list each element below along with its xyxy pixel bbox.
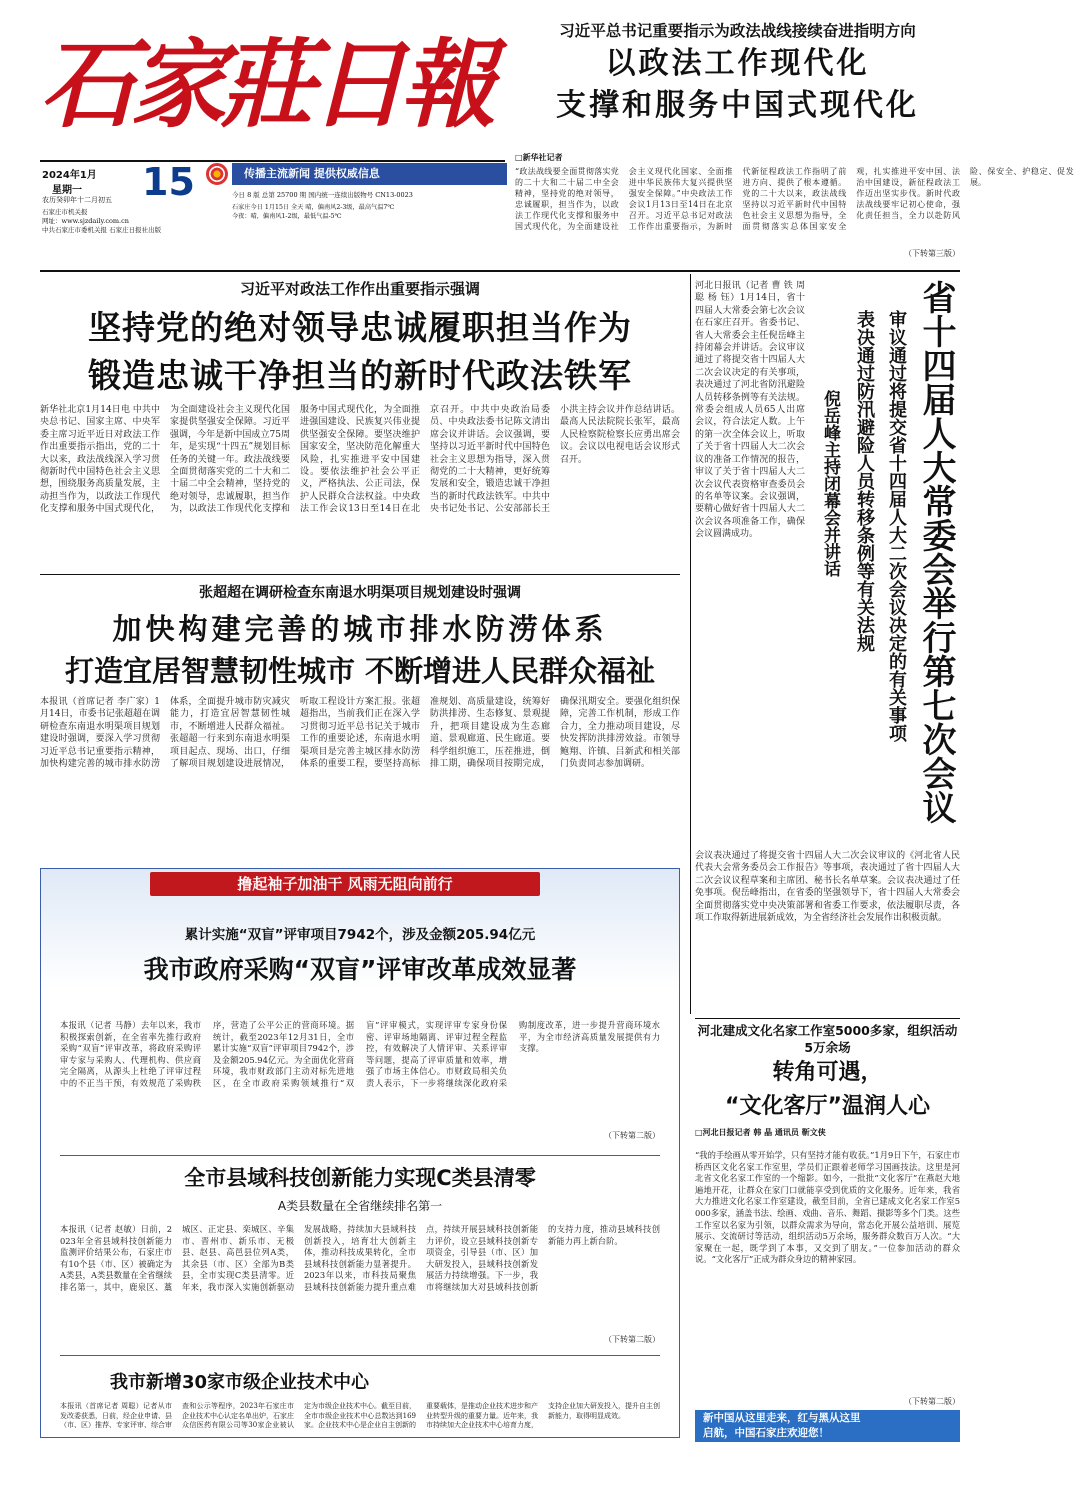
story7-subhead-2: 表决通过防汛避险人员转移条例等有关法规 (854, 310, 875, 652)
emblem-icon (206, 163, 228, 185)
story3-headline-2: 打造宜居智慧韧性城市 不断增进人民群众福祉 (64, 654, 656, 688)
story-tech-center (60, 1362, 660, 1434)
story5-body: 本报讯（记者 赵敏）日前，2023年全省县域科技创新能力监测评价结果公布，石家庄市有10个县（市、区）被确定为A类县，A类县数量在全省继续排名第一，其中，鹿泉区、藁城区、正定县、栾城区、辛集市、晋州市、新乐市、无极县、赵县、高邑县位列A类，其余县（市、区）全部为B类县，全市实现C类县清零。近年来，我市深入实施创新驱动发展战略，持续加大县域科技创新投入，培育壮大创新主体，推动科技成果转化，全市县域科技创新能力显著提升。2023年以来，市科技局聚焦县域科技创新能力提升重点难点，持续开展县域科技创新能力评价，设立县域科技创新专项资金，引导县（市、区）加大研发投入，县域科技创新发展活力持续增强。下一步，我市将继续加大对县域科技创新的支持力度，推动县域科技创新能力再上新台阶。 (60, 1224, 660, 1292)
lead-headline-2: 支撑和服务中国式现代化 (556, 88, 919, 123)
story5-headline: 全市县域科技创新能力实现C类县清零 (184, 1166, 536, 1190)
story8-byline-text: 河北日报记者 韩 晶 通讯员 靳文侠 (702, 1127, 826, 1137)
weather-line: 今夜：晴，偏南风1-2级，最低气温-5℃ (232, 213, 342, 220)
story3-kicker: 张超超在调研检查东南退水明渠项目规划建设时强调 (199, 585, 521, 601)
info-line: 石家庄市机关报 (42, 208, 88, 216)
story-political-legal (40, 274, 680, 574)
date-year-month: 2024年1月 (42, 170, 97, 181)
date-box (42, 160, 202, 206)
story4-kicker: 累计实施“双盲”评审项目7942个，涉及金额205.94亿元 (184, 927, 536, 943)
story5-subhead: A类县数量在全省继续排名第一 (277, 1199, 443, 1213)
story7-headline-main: 省十四届人大常委会举行第七次会议 (916, 280, 956, 824)
slogan-bar (232, 163, 507, 185)
info-line: 网址：www.sjzdaily.com.cn (42, 217, 129, 225)
story2-kicker: 习近平对政法工作作出重要指示强调 (239, 280, 480, 298)
story3-body: 本报讯（首席记者 李广家）1月14日，市委书记张超超在调研检查东南退水明渠项目规划建设时强调，要深入学习贯彻习近平总书记重要指示精神，加快构建完善的城市排水防涝体系，全面提升城市防灾减灾能力，打造宜居智慧韧性城市，不断增进人民群众福祉。张超超一行来到东南退水明渠项目起点、现场、出口，仔细了解项目规划建设进展情况，听取工程设计方案汇报。张超超指出，当前我们正在深入学习贯彻习近平总书记关于城市工作的重要论述，东南退水明渠项目是完善主城区排水防涝体系的重要工程，要坚持高标准规划、高质量建设，统筹好防洪排涝、生态修复、景观提升，把项目建设成为生态廊道、景观廊道、民生廊道。要科学组织施工，压茬推进，倒排工期，确保项目按期完成，确保汛期安全。要强化组织保障，完善工作机制，形成工作合力，全力推动项目建设，尽快发挥防洪排涝效益。市领导鲍翔、许镇、吕新武和相关部门负责同志参加调研。 (40, 697, 680, 770)
story-drainage (40, 578, 680, 840)
story8-continued: （下转第二版） (904, 1397, 960, 1406)
lead-byline: □新华社记者 (515, 152, 563, 162)
story4-continued: （下转第二版） (604, 1131, 660, 1140)
story8-headline-1: 转角可遇， (772, 1060, 883, 1085)
lead-body: “政法战线要全面贯彻落实党的二十大和二十届二中全会精神，坚持党的绝对领导，忠诚履职，担当作为，以政法工作现代化支撑和服务中国式现代化，为全面建设社会主义现代化国家、全面推进中华民族伟大复兴提供坚强安全保障。”中央政法工作会议1月13日至14日在北京召开。习近平总书记对政法工作作出重要指示，为新时代新征程政法工作指明了前进方向、提供了根本遵循。党的二十大以来，政法战线坚持以习近平新时代中国特色社会主义思想为指导，全面贯彻落实总体国家安全观，扎实推进平安中国、法治中国建设，新征程政法工作迈出坚实步伐。新时代政法战线要牢记初心使命，强化责任担当，全力以赴防风险、保安全、护稳定、促发展。 (515, 167, 1074, 231)
newspaper-logo: 石家莊日報 (40, 28, 490, 141)
masthead-info (42, 208, 212, 235)
footer-ad (695, 1410, 960, 1442)
story8-byline: □河北日报记者 韩 晶 通讯员 靳文侠 (695, 1127, 826, 1137)
story5-continued: （下转第二版） (604, 1335, 660, 1344)
story2-body: 新华社北京1月14日电 中共中央总书记、国家主席、中央军委主席习近平近日对政法工作作出重要指示指出，党的二十大以来，政法战线深入学习贯彻新时代中国特色社会主义思想，围绕服务高质量发展，主动担当作为，以政法工作现代化支撑和服务中国式现代化，为全面建设社会主义现代化国家提供坚强安全保障。习近平强调，今年是新中国成立75周年，是实现“十四五”规划目标任务的关键一年。政法战线要全面贯彻落实党的二十大和二十届二中全会精神，坚持党的绝对领导，忠诚履职，担当作为，以政法工作现代化支撑和服务中国式现代化，为全面推进强国建设、民族复兴伟业提供坚强安全保障。要坚决维护国家安全，坚决防范化解重大风险，扎实推进平安中国建设。要依法维护社会公平正义，严格执法、公正司法，保护人民群众合法权益。中央政法工作会议13日至14日在北京召开。中共中央政治局委员、中央政法委书记陈文清出席会议并讲话。会议强调，要坚持以习近平新时代中国特色社会主义思想为指导，深入贯彻党的二十大精神，更好统筹发展和安全，锻造忠诚干净担当的新时代政法铁军。中共中央书记处书记、公安部部长王小洪主持会议并作总结讲话。最高人民法院院长张军，最高人民检察院检察长应勇出席会议。会议以电视电话会议形式召开。 (40, 405, 680, 515)
lead-story (515, 20, 1074, 275)
story4-headline: 我市政府采购“双盲”评审改革成效显著 (143, 955, 577, 984)
story-culture-parlor (695, 1022, 960, 1407)
story-provincial-congress (695, 280, 960, 1015)
day-number: 15 (142, 160, 195, 204)
story2-headline-2: 锻造忠诚干净担当的新时代政法铁军 (88, 356, 632, 395)
banner-ribbon (150, 872, 540, 896)
story7-subhead-3: 倪岳峰主持闭幕会并讲话 (820, 390, 840, 577)
lead-byline-text: 新华社记者 (522, 152, 563, 162)
banner-title: 撸起袖子加油干 风雨无阻向前行 (237, 875, 453, 893)
slogan-text: 传播主流新闻 提供权威信息 (244, 167, 380, 180)
story2-headline-1: 坚持党的绝对领导忠诚履职担当作为 (88, 308, 632, 347)
story6-headline: 我市新增30家市级企业技术中心 (110, 1372, 370, 1393)
weather-info (232, 203, 394, 221)
lunar-date: 农历癸卯年十二月初五 (42, 196, 112, 204)
footer-ad-line-1: 新中国从这里走来，红与黑从这里 (703, 1412, 861, 1424)
info-line: 中共石家庄市委机关报 石家庄日报社出版 (42, 226, 162, 234)
story-procurement (60, 920, 660, 1150)
lead-kicker: 习近平总书记重要指示为政法战线接续奋进指明方向 (559, 22, 916, 40)
weekday: 星期一 (52, 185, 82, 196)
story4-body: 本报讯（记者 马静）去年以来，我市积极探索创新，在全省率先推行政府采购“双盲”评审改革，将政府采购评审专家与采购人、代理机构、供应商完全隔离，从源头上杜绝了评审过程中的不正当干预，有效规范了采购秩序，营造了公平公正的营商环境。据统计，截至2023年12月31日，全市累计实施“双盲”评审项目7942个，涉及金额205.94亿元。为全面优化营商环境，我市财政部门主动对标先进地区，在全市政府采购领域推行“双盲”评审模式，实现评审专家身份保密、评审场地隔离、评审过程全程监控，有效解决了人情评审、关系评审等问题，提高了评审质量和效率，增强了市场主体信心。市财政局相关负责人表示，下一步将继续深化政府采购制度改革，进一步提升营商环境水平，为全市经济高质量发展提供有力支撑。 (60, 1020, 660, 1088)
lead-headline-1: 以政法工作现代化 (605, 46, 870, 81)
story8-headline-2: “文化客厅”温润人心 (725, 1094, 930, 1119)
weather-line: 石家庄今日 1月15日 全天 晴，偏南风2-3级，最高气温7℃ (232, 204, 395, 211)
story3-headline-1: 加快构建完善的城市排水防涝体系 (112, 612, 608, 646)
story7-subhead-1: 审议通过将提交省十四届人大二次会议决定的有关事项 (886, 310, 907, 742)
story7-body-top: 河北日报讯（记者 曹 铁 周 聪 杨 钰）1月14日，省十四届人大常委会第七次会议在石家庄召开。省委书记、省人大常委会主任倪岳峰主持闭幕会并讲话。会议审议通过了将提交省十四届人大二次会议决定的有关事项，表决通过了河北省防汛避险人员转移条例等有关法规。常委会组成人员65人出席会议，符合法定人数。上午的第一次全体会议上，听取了关于省十四届人大二次会议的准备工作情况的报告，审议了关于省十四届人大二次会议代表资格审查委员会的名单等议案。会议强调，要精心做好省十四届人大二次会议各项准备工作，确保会议圆满成功。 (695, 281, 805, 540)
lead-continued: （下转第三版） (904, 249, 960, 258)
story8-body: “我的手绘画从零开始学，只有坚持才能有收获。”1月9日下午，石家庄市桥西区文化名家工作室里，学员们正跟着老师学习国画技法。这里是河北省文化名家工作室的一个缩影。如今，一批批“文化客厅”在燕赵大地遍地开花，让群众在家门口就能享受到优质的文化服务。近年来，我省大力推进文化名家工作室建设，截至目前，全省已建成文化名家工作室5000多家，涵盖书法、绘画、戏曲、音乐、舞蹈、摄影等多个门类。这些工作室以名家为引领，以群众需求为导向，常态化开展公益培训、展览展示、交流研讨等活动，组织活动5万余场，服务群众数百万人次。“大家聚在一起，既学到了本事，又交到了朋友。”一位参加活动的群众说。“文化客厅”正成为群众身边的精神家园。 (695, 1150, 960, 1265)
issue-info: 今日 8 版 总第 25700 期 国内统一连续出版物号 CN13-0023 (232, 191, 413, 199)
masthead (40, 20, 510, 160)
story-county-tech (60, 1160, 660, 1350)
story8-kicker: 河北建成文化名家工作室5000多家，组织活动5万余场 (697, 1023, 958, 1055)
story7-body-bottom: 会议表决通过了将提交省十四届人大二次会议审议的《河北省人民代表大会常务委员会工作报告》等事项，表决通过了省十四届人大二次会议议程草案和主席团、秘书长名单草案。会议表决通过了任免事项。倪岳峰指出，在省委的坚强领导下，省十四届人大常委会全面贯彻落实党中央决策部署和省委工作要求，依法履职尽责，各项工作取得新进展新成效，为全省经济社会发展作出积极贡献。 (695, 851, 960, 924)
story6-body: 本报讯（首席记者 周聪）记者从市发改委获悉，日前，经企业申请、县（市、区）推荐、专家评审、综合审查和公示等程序，2023年石家庄市企业技术中心认定名单出炉，石家庄众信医药有限公司等30家企业被认定为市级企业技术中心。截至目前，全市市级企业技术中心总数达到169家。企业技术中心是企业自主创新的重要载体，是推动企业技术进步和产业转型升级的重要力量。近年来，我市持续加大企业技术中心培育力度，支持企业加大研发投入，提升自主创新能力，取得明显成效。 (60, 1402, 660, 1429)
footer-ad-line-2: 启航，中国石家庄欢迎您！ (703, 1427, 829, 1439)
